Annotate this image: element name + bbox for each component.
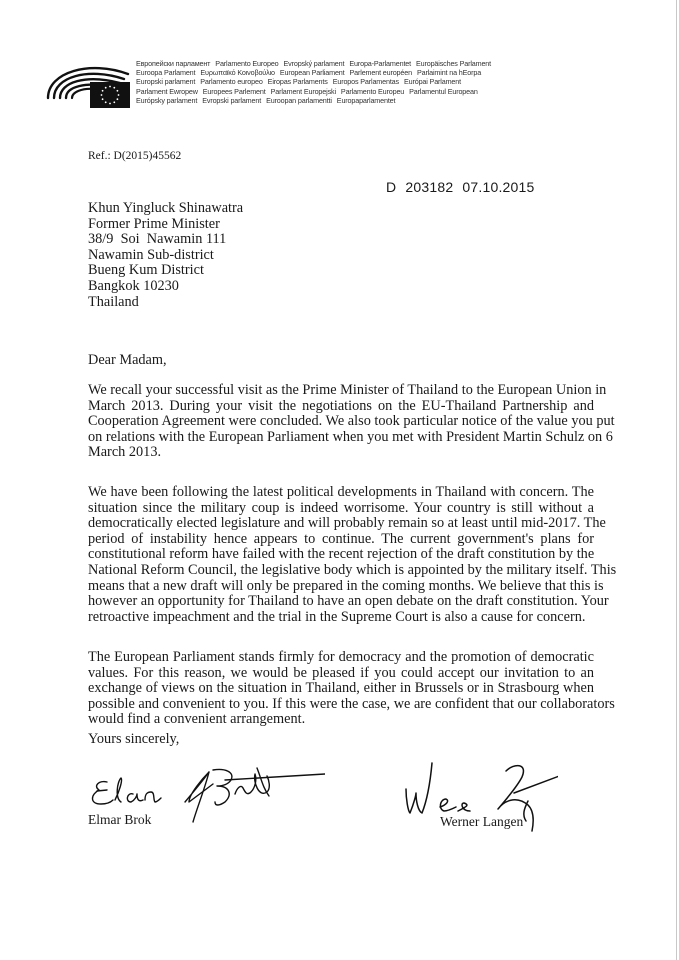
lang-name: European Parliament <box>279 68 345 78</box>
body-paragraph <box>88 649 615 728</box>
lang-row <box>136 68 496 77</box>
lang-name: Europees Parlement <box>202 86 266 96</box>
lang-name: Parlament Europejski <box>270 86 336 96</box>
address-line: Nawamin Sub-district <box>88 246 214 263</box>
signature-werner-langen <box>398 755 558 845</box>
lang-name: Evropský parlament <box>283 59 345 68</box>
lang-name: Европейски парламент <box>136 59 211 68</box>
address-line: Former Prime Minister <box>88 215 220 232</box>
text-line: would find a convenient arrangement. <box>88 711 306 728</box>
signatory-name: Werner Langen <box>440 814 524 829</box>
lang-name: Parlamentul European <box>409 86 478 96</box>
lang-name: Parlament Ewropew <box>136 86 198 96</box>
lang-name: Parlement européen <box>349 68 412 78</box>
lang-name: Európai Parlament <box>403 77 461 87</box>
lang-name: Ευρωπαϊκό Κοινοβούλιο <box>200 68 275 78</box>
text-line: means that a new draft will only be prepared in the coming months. We believe that this is <box>88 577 604 594</box>
lang-name: Europäisches Parlament <box>415 59 491 68</box>
body-paragraph <box>88 382 615 461</box>
lang-name: Eiropas Parlaments <box>267 77 328 87</box>
text-line: National Reform Council, the legislative body which is appointed by the military itself. This <box>88 561 617 578</box>
signatory-name: Elmar Brok <box>88 812 152 827</box>
lang-name: Parlamento europeo <box>200 77 263 87</box>
text-line: We recall your successful visit as the Prime Minister of Thailand to the European Union in <box>88 382 607 398</box>
lang-name: Europski parlament <box>136 77 196 87</box>
lang-row <box>136 59 496 68</box>
text-line: constitutional reform have failed with the recent rejection of the draft constitution by the <box>88 546 595 563</box>
address-line: Bangkok 10230 <box>88 277 179 294</box>
salutation: Dear Madam, <box>88 352 167 368</box>
document-stamp: D 203182 07.10.2015 <box>386 179 535 195</box>
text-line: however an opportunity for Thailand to have an open debate on the draft constitution. Your <box>88 593 609 610</box>
closing: Yours sincerely, <box>88 731 180 747</box>
page-edge-line <box>676 0 677 960</box>
lang-name: Europa-Parlamentet <box>349 59 411 68</box>
text-line: values. For this reason, we would be pleased if you could accept our invitation to an <box>88 664 594 681</box>
text-line: exchange of views on the situation in Thailand, either in Brussels or in Strasbourg when <box>88 680 594 697</box>
text-line: situation since the military coup is indeed worrisome. Your country is still without a <box>88 499 594 516</box>
recipient-address <box>88 201 243 310</box>
text-line: March 2013. <box>88 444 162 461</box>
lang-name: Parlamento Europeu <box>340 86 405 96</box>
address-line: 38/9 Soi Nawamin 111 <box>88 231 227 248</box>
lang-row <box>136 77 496 86</box>
address-line: Bueng Kum District <box>88 262 204 279</box>
lang-name: Európsky parlament <box>136 95 198 105</box>
lang-row <box>136 87 496 96</box>
lang-name: Evropski parlament <box>202 95 262 105</box>
text-line: We have been following the latest political developments in Thailand with concern. The <box>88 484 594 500</box>
reference-number: Ref.: D(2015)45562 <box>88 150 182 162</box>
address-line: Khun Yingluck Shinawatra <box>88 200 244 216</box>
lang-name: Europos Parlamentas <box>332 77 399 87</box>
text-line: March 2013. During your visit the negotiations on the EU-Thailand Partnership and <box>88 397 594 414</box>
lang-name: Euroopa Parlament <box>136 68 196 78</box>
lang-name: Europaparlamentet <box>336 95 396 105</box>
text-line: period of instability hence appears to continue. The current government's plans for <box>88 530 594 547</box>
text-line: The European Parliament stands firmly for democracy and the promotion of democratic <box>88 649 594 665</box>
body-paragraph <box>88 484 617 625</box>
text-line: retroactive impeachment and the trial in the Supreme Court is also a cause for concern. <box>88 608 586 625</box>
lang-name: Euroopan parlamentti <box>266 95 332 105</box>
parliament-names-multilingual <box>136 59 496 105</box>
lang-name: Parlaimint na hEorpa <box>416 68 482 78</box>
text-line: possible and convenient to you. If this were the case, we are confident that our collaborators <box>88 695 615 712</box>
text-line: Cooperation Agreement were concluded. We also took particular notice of the value you put <box>88 413 615 430</box>
lang-name: Parlamento Europeo <box>215 59 279 68</box>
text-line: democratically elected legislature and will probably remain so at least until mid-2017. The <box>88 515 606 532</box>
text-line: on relations with the European Parliament when you met with President Martin Schulz on 6 <box>88 428 613 445</box>
address-line: Thailand <box>88 293 139 310</box>
lang-row <box>136 96 496 105</box>
european-parliament-logo <box>44 54 132 110</box>
